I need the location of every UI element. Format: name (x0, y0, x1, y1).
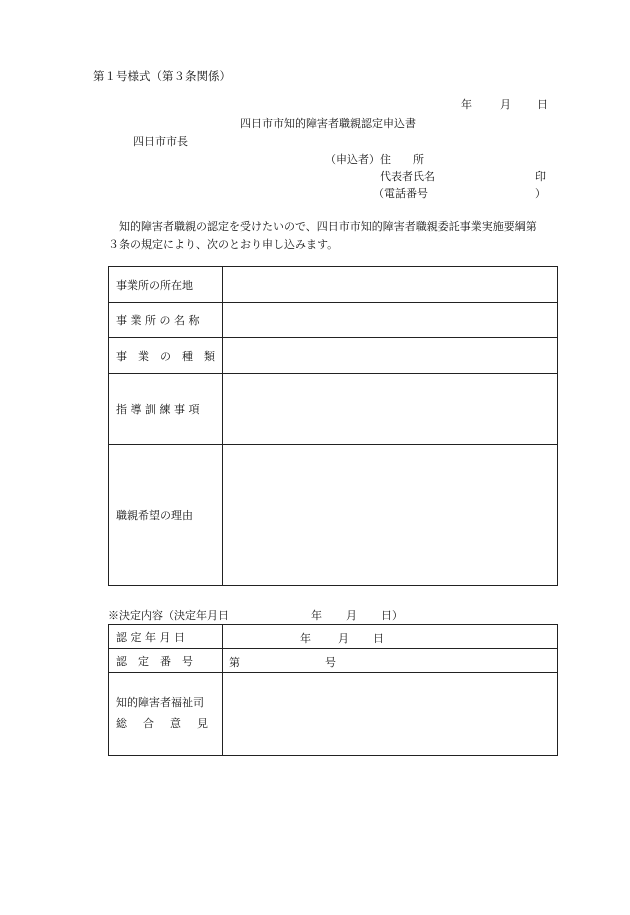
approval-number-prefix: 第 (229, 656, 240, 669)
training-items-field[interactable] (223, 374, 558, 445)
opinion-label-line-1: 知的障害者福祉司 (116, 696, 204, 710)
phone-label: （電話番号 (373, 187, 428, 200)
decision-heading-day: 日） (381, 609, 403, 622)
approval-month-label: 月 (338, 632, 349, 645)
date-month-label: 月 (500, 98, 511, 111)
opinion-label-line-2 (116, 714, 208, 735)
opinion-char: 見 (197, 717, 208, 730)
training-items-label: 指 導 訓 練 事 項 (109, 374, 223, 445)
table-row (109, 649, 558, 673)
phone-close-paren: ） (535, 187, 546, 200)
approval-number-suffix: 号 (325, 656, 336, 669)
addressee: 四日市市長 (133, 135, 188, 148)
intro-line-2: ３条の規定により、次のとおり申し込みます。 (108, 238, 339, 251)
representative-label: 代表者氏名 (380, 170, 435, 183)
business-name-field[interactable] (223, 303, 558, 338)
opinion-char: 意 (170, 717, 181, 730)
address-label: 住 所 (380, 153, 424, 166)
decision-table (108, 624, 558, 756)
reason-label: 職親希望の理由 (109, 445, 223, 586)
seal-mark: 印 (535, 170, 546, 183)
decision-heading-year: 年 (311, 609, 322, 622)
approval-date-field[interactable] (223, 625, 558, 649)
table-row (109, 673, 558, 756)
business-type-label: 事 業 の 種 類 (109, 338, 223, 374)
reason-field[interactable] (223, 445, 558, 586)
table-row (109, 625, 558, 649)
decision-heading: ※決定内容（決定年月日 (108, 609, 229, 622)
form-number: 第１号様式（第３条関係） (93, 69, 231, 83)
table-row (109, 374, 558, 445)
opinion-char: 総 (116, 717, 127, 730)
table-row (109, 445, 558, 586)
table-row (109, 338, 558, 374)
approval-day-label: 日 (373, 632, 384, 645)
table-row (109, 303, 558, 338)
date-year-label: 年 (461, 98, 472, 111)
decision-heading-month: 月 (346, 609, 357, 622)
opinion-char: 合 (143, 717, 154, 730)
approval-year-label: 年 (300, 632, 311, 645)
location-field[interactable] (223, 267, 558, 303)
business-type-field[interactable] (223, 338, 558, 374)
opinion-field[interactable] (223, 673, 558, 756)
approval-number-field[interactable] (223, 649, 558, 673)
date-day-label: 日 (537, 98, 548, 111)
table-row (109, 267, 558, 303)
business-name-label: 事 業 所 の 名 称 (109, 303, 223, 338)
approval-number-label: 認 定 番 号 (109, 649, 223, 673)
welfare-officer-opinion-label (109, 673, 223, 756)
approval-date-label: 認 定 年 月 日 (109, 625, 223, 649)
main-application-table (108, 266, 558, 586)
applicant-prefix: （申込者） (325, 153, 380, 166)
document-title: 四日市市知的障害者職親認定申込書 (240, 117, 416, 130)
location-label: 事業所の所在地 (109, 267, 223, 303)
intro-line-1: 知的障害者職親の認定を受けたいので、四日市市知的障害者職親委託事業実施要綱第 (119, 220, 537, 233)
